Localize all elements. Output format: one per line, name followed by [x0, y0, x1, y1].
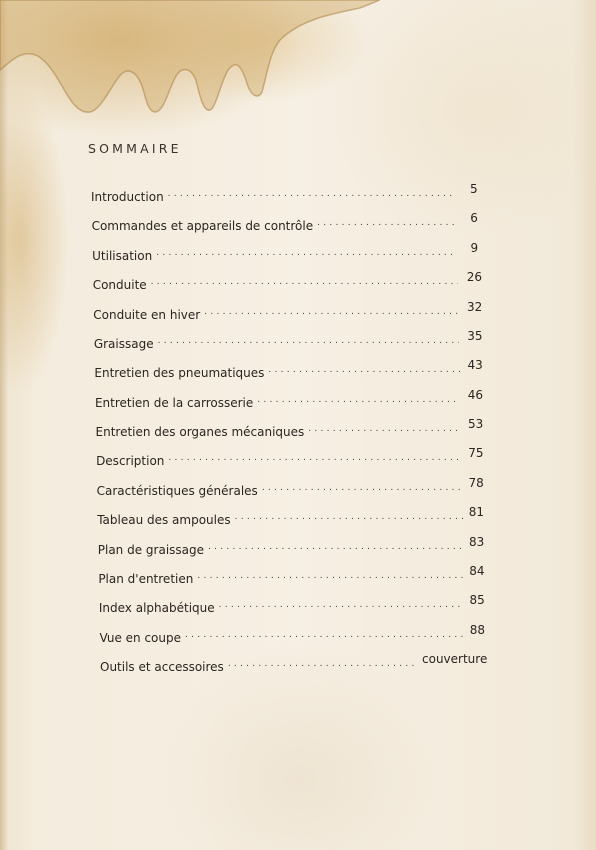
- toc-dot-leader: [228, 660, 418, 674]
- toc-dot-leader: [158, 337, 459, 351]
- toc-entry-title: Plan d'entretien: [98, 571, 194, 586]
- toc-entry: [97, 480, 462, 498]
- toc-entry-page: couverture: [422, 652, 488, 666]
- toc-entry-page: 88: [469, 622, 486, 637]
- toc-dot-leader: [235, 513, 463, 527]
- toc-entry-page: 35: [467, 328, 483, 343]
- toc-entry-page: 75: [468, 446, 484, 461]
- toc-entry: [95, 392, 460, 410]
- toc-dot-leader: [257, 396, 460, 410]
- toc-dot-leader: [168, 190, 456, 204]
- toc-entry: [93, 304, 458, 322]
- toc-entry-title: Commandes et appareils de contrôle: [91, 219, 314, 234]
- toc-entry-page: 6: [470, 211, 478, 226]
- toc-dot-leader: [308, 425, 461, 439]
- toc-entry: [97, 509, 462, 527]
- toc-dot-leader: [204, 308, 458, 322]
- toc-entry: [94, 333, 459, 351]
- toc-entry: [92, 215, 457, 233]
- toc-entry-page: 84: [469, 563, 485, 578]
- toc-entry-title: Caractéristiques générales: [96, 483, 258, 498]
- toc-dot-leader: [197, 572, 463, 586]
- toc-entry-title: Entretien de la carrosserie: [94, 395, 254, 410]
- toc-entry-title: Entretien des pneumatiques: [94, 366, 265, 381]
- toc-dot-leader: [219, 601, 465, 615]
- toc-entry: [96, 421, 461, 439]
- toc-entry-page: 9: [470, 240, 479, 255]
- toc-entry-title: Graissage: [93, 336, 154, 351]
- toc-entry-title: Conduite: [92, 278, 147, 293]
- toc-entry-page: 26: [466, 270, 483, 285]
- toc-dot-leader: [262, 484, 462, 498]
- toc-entry-title: Conduite en hiver: [93, 307, 201, 322]
- toc-entry-title: Plan de graissage: [97, 542, 205, 557]
- toc-entry-page: 46: [467, 387, 484, 402]
- toc-entry-title: Description: [96, 454, 165, 469]
- toc-entry-page: 78: [468, 475, 484, 490]
- toc-entry: [99, 597, 465, 615]
- toc-dot-leader: [185, 631, 465, 645]
- toc-entry: [98, 568, 463, 586]
- toc-entry-page: 43: [467, 358, 483, 373]
- toc-entry: [91, 186, 456, 204]
- toc-entry-title: Utilisation: [92, 248, 153, 263]
- toc-entry-title: Outils et accessoires: [100, 660, 224, 674]
- toc-entry-page: 81: [468, 505, 485, 520]
- toc-entry: [98, 539, 463, 557]
- toc-entry: [94, 362, 459, 380]
- toc-entry-page: 5: [470, 182, 478, 196]
- toc-dot-leader: [317, 219, 456, 233]
- toc-entry-page: 32: [467, 299, 483, 314]
- toc-entry-title: Entretien des organes mécaniques: [95, 425, 305, 439]
- toc-entry-page: 85: [469, 593, 485, 608]
- toc-dot-leader: [168, 454, 461, 468]
- toc-entry: [93, 274, 458, 292]
- toc-entry-title: Vue en coupe: [99, 630, 181, 645]
- toc-entry-page: 53: [468, 417, 484, 431]
- toc-entry-title: Introduction: [91, 190, 164, 204]
- toc-entry-title: Index alphabétique: [98, 601, 215, 616]
- toc-entry: [100, 656, 418, 674]
- toc-entry: [96, 450, 461, 468]
- toc-heading: SOMMAIRE: [88, 141, 182, 156]
- toc-entry: [92, 245, 457, 263]
- toc-entry-page: 83: [469, 534, 485, 549]
- toc-dot-leader: [156, 249, 457, 263]
- toc-dot-leader: [208, 543, 463, 557]
- toc-dot-leader: [151, 278, 458, 292]
- toc-dot-leader: [268, 366, 459, 380]
- toc-entry: [99, 627, 465, 645]
- toc-entry-title: Tableau des ampoules: [97, 513, 231, 528]
